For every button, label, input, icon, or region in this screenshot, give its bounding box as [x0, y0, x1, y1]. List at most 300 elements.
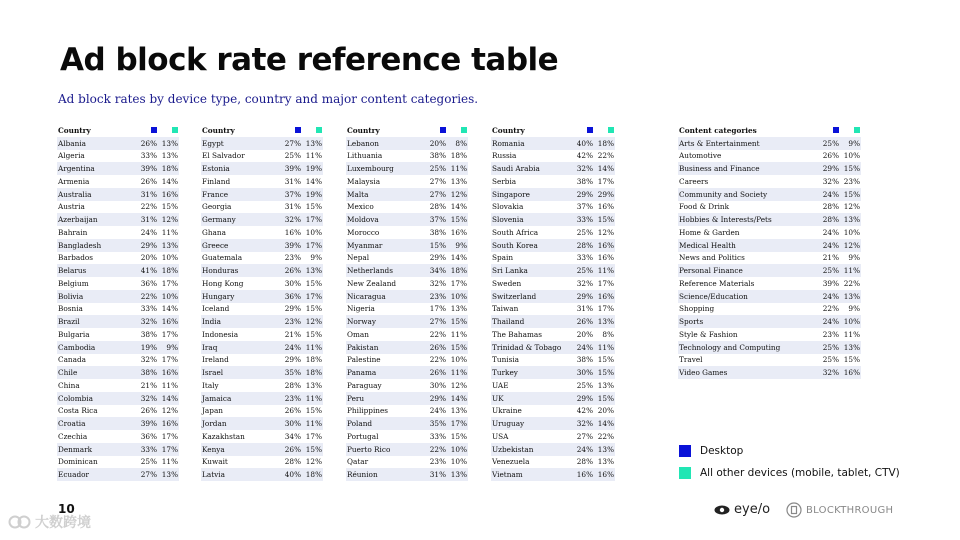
table-row [678, 188, 861, 201]
desktop-rate: 38% [576, 355, 593, 365]
other-device-rate: 12% [450, 380, 467, 390]
row-label: Réunion [347, 470, 378, 480]
table-row [57, 175, 179, 188]
row-label: Lithuania [347, 151, 383, 161]
table-row [491, 430, 615, 443]
desktop-rate: 35% [429, 419, 446, 429]
other-device-rate: 17% [161, 431, 178, 441]
other-device-rate: 17% [161, 355, 178, 365]
table-row [678, 366, 861, 379]
desktop-rate: 23% [284, 253, 301, 263]
table-row [346, 366, 468, 379]
table-row [201, 137, 323, 150]
row-label: Technology and Computing [679, 342, 781, 352]
row-label: Azerbaijan [58, 215, 98, 225]
other-device-rate: 17% [597, 278, 614, 288]
page-title: Ad block rate reference table [60, 42, 559, 78]
row-label: Puerto Rico [347, 444, 391, 454]
row-label: Turkey [492, 368, 518, 378]
table-row [491, 417, 615, 430]
desktop-rate: 35% [284, 368, 301, 378]
table-row [346, 201, 468, 214]
table-row [346, 303, 468, 316]
table-row [346, 315, 468, 328]
desktop-rate: 27% [576, 431, 593, 441]
row-label: Israel [202, 368, 224, 378]
table-row [201, 456, 323, 469]
eyeo-logo-text: eye/o [734, 502, 771, 517]
table-row [201, 405, 323, 418]
row-label: Greece [202, 240, 229, 250]
other-device-rate: 13% [597, 317, 614, 327]
row-label: Australia [58, 189, 92, 199]
other-device-rate: 11% [161, 227, 178, 237]
row-label: Malta [347, 189, 369, 199]
table-row [346, 392, 468, 405]
table-row [57, 366, 179, 379]
desktop-rate: 32% [576, 164, 593, 174]
desktop-rate: 31% [284, 202, 301, 212]
other-square-icon [461, 127, 467, 133]
row-label: Austria [58, 202, 85, 212]
row-label: Iceland [202, 304, 230, 314]
desktop-rate: 26% [140, 176, 157, 186]
other-device-rate: 14% [450, 393, 467, 403]
desktop-rate: 39% [284, 240, 301, 250]
other-device-rate: 16% [161, 419, 178, 429]
row-label: Armenia [58, 176, 90, 186]
other-device-rate: 11% [843, 266, 860, 276]
table-header-label: Content categories [679, 125, 757, 135]
country-table-3 [346, 124, 468, 481]
row-label: Bulgaria [58, 329, 90, 339]
row-label: Malaysia [347, 176, 381, 186]
table-row [201, 468, 323, 481]
table-row [678, 213, 861, 226]
other-square-icon [172, 127, 178, 133]
row-label: Costa Rica [58, 406, 98, 416]
row-label: Oman [347, 329, 369, 339]
row-label: South Korea [492, 240, 538, 250]
desktop-rate: 33% [429, 431, 446, 441]
desktop-rate: 23% [822, 329, 839, 339]
desktop-rate: 38% [140, 368, 157, 378]
other-device-rate: 15% [305, 304, 322, 314]
desktop-rate: 27% [429, 189, 446, 199]
other-device-rate: 17% [450, 278, 467, 288]
other-device-rate: 13% [161, 470, 178, 480]
desktop-rate: 20% [429, 138, 446, 148]
row-label: Hungary [202, 291, 235, 301]
desktop-rate: 22% [429, 355, 446, 365]
row-label: Uruguay [492, 419, 525, 429]
table-row [346, 341, 468, 354]
desktop-rate: 24% [284, 342, 301, 352]
row-label: Ukraine [492, 406, 522, 416]
table-row [678, 239, 861, 252]
table-row [678, 137, 861, 150]
table-header-label: Country [492, 125, 525, 135]
other-device-rate: 11% [305, 419, 322, 429]
row-label: Estonia [202, 164, 230, 174]
other-device-rate: 14% [597, 419, 614, 429]
other-device-rate: 14% [161, 176, 178, 186]
row-label: Hobbies & Interests/Pets [679, 215, 772, 225]
other-device-rate: 14% [450, 253, 467, 263]
desktop-swatch [679, 445, 691, 457]
other-device-rate: 9% [166, 342, 178, 352]
desktop-rate: 33% [140, 444, 157, 454]
row-label: Slovakia [492, 202, 524, 212]
other-device-rate: 12% [597, 227, 614, 237]
other-device-rate: 18% [305, 368, 322, 378]
other-device-rate: 19% [305, 164, 322, 174]
row-label: Jamaica [202, 393, 232, 403]
table-row [201, 162, 323, 175]
other-device-rate: 17% [305, 240, 322, 250]
table-row [346, 328, 468, 341]
watermark-icon [8, 514, 32, 530]
table-row [678, 175, 861, 188]
legend-other-label: All other devices (mobile, tablet, CTV) [700, 467, 900, 479]
table-row [57, 392, 179, 405]
table-row [346, 175, 468, 188]
other-device-rate: 18% [305, 355, 322, 365]
row-label: Careers [679, 176, 709, 186]
watermark-text: 大数跨境 [35, 515, 91, 531]
page-number: 10 [58, 502, 75, 516]
table-row [346, 162, 468, 175]
other-device-rate: 10% [450, 355, 467, 365]
desktop-rate: 28% [284, 457, 301, 467]
desktop-rate: 33% [140, 304, 157, 314]
row-label: Qatar [347, 457, 369, 467]
other-device-rate: 18% [450, 266, 467, 276]
row-label: New Zealand [347, 278, 397, 288]
desktop-rate: 33% [140, 151, 157, 161]
other-device-rate: 16% [597, 470, 614, 480]
row-label: Palestine [347, 355, 381, 365]
row-label: Serbia [492, 176, 517, 186]
desktop-rate: 16% [576, 470, 593, 480]
table-header [678, 124, 861, 137]
row-label: Latvia [202, 470, 225, 480]
other-device-rate: 14% [597, 164, 614, 174]
other-column-header [301, 126, 323, 135]
other-device-rate: 14% [161, 304, 178, 314]
desktop-rate: 28% [822, 202, 839, 212]
row-label: El Salvador [202, 151, 245, 161]
other-device-rate: 10% [843, 227, 860, 237]
desktop-rate: 25% [284, 151, 301, 161]
other-device-rate: 13% [161, 151, 178, 161]
row-label: Medical Health [679, 240, 736, 250]
table-header-label: Country [58, 125, 91, 135]
desktop-rate: 28% [284, 380, 301, 390]
table-row [491, 137, 615, 150]
other-device-rate: 13% [305, 138, 322, 148]
other-device-rate: 15% [843, 164, 860, 174]
other-device-rate: 8% [602, 329, 614, 339]
other-device-rate: 17% [450, 419, 467, 429]
row-label: Denmark [58, 444, 93, 454]
table-row [491, 213, 615, 226]
other-device-rate: 9% [848, 138, 860, 148]
other-device-rate: 13% [305, 380, 322, 390]
other-device-rate: 12% [843, 202, 860, 212]
desktop-rate: 34% [284, 431, 301, 441]
row-label: Spain [492, 253, 514, 263]
other-device-rate: 17% [305, 431, 322, 441]
table-row [57, 341, 179, 354]
table-row [57, 239, 179, 252]
table-row [57, 443, 179, 456]
other-device-rate: 15% [843, 355, 860, 365]
other-device-rate: 10% [161, 291, 178, 301]
other-device-rate: 11% [450, 329, 467, 339]
other-device-rate: 15% [450, 317, 467, 327]
table-row [201, 443, 323, 456]
other-device-rate: 11% [597, 342, 614, 352]
desktop-rate: 20% [576, 329, 593, 339]
desktop-rate: 39% [284, 164, 301, 174]
table-row [57, 162, 179, 175]
table-row [491, 188, 615, 201]
other-device-rate: 16% [161, 317, 178, 327]
table-row [346, 405, 468, 418]
other-device-rate: 15% [305, 329, 322, 339]
table-row [491, 226, 615, 239]
row-label: Honduras [202, 266, 239, 276]
other-device-rate: 16% [161, 368, 178, 378]
row-label: Nicaragua [347, 291, 386, 301]
other-device-rate: 17% [597, 304, 614, 314]
row-label: Philippines [347, 406, 389, 416]
desktop-rate: 31% [576, 304, 593, 314]
row-label: Video Games [679, 368, 728, 378]
other-device-rate: 15% [843, 189, 860, 199]
desktop-rate: 26% [284, 444, 301, 454]
desktop-rate: 25% [429, 164, 446, 174]
row-label: Uzbekistan [492, 444, 534, 454]
other-device-rate: 15% [450, 215, 467, 225]
row-label: UAE [492, 380, 509, 390]
other-device-rate: 16% [597, 253, 614, 263]
row-label: Belarus [58, 266, 87, 276]
desktop-rate: 32% [140, 355, 157, 365]
desktop-rate: 31% [140, 215, 157, 225]
other-device-rate: 12% [161, 215, 178, 225]
legend-other [679, 467, 900, 479]
desktop-column-header [571, 126, 593, 135]
row-label: Switzerland [492, 291, 537, 301]
table-row [57, 405, 179, 418]
row-label: USA [492, 431, 509, 441]
other-device-rate: 11% [597, 266, 614, 276]
desktop-rate: 23% [429, 291, 446, 301]
table-row [678, 201, 861, 214]
other-device-rate: 12% [161, 406, 178, 416]
desktop-rate: 24% [576, 444, 593, 454]
desktop-rate: 28% [576, 240, 593, 250]
table-row [201, 213, 323, 226]
other-device-rate: 14% [305, 176, 322, 186]
table-row [201, 264, 323, 277]
desktop-rate: 24% [429, 406, 446, 416]
legend-desktop-label: Desktop [700, 445, 744, 457]
other-device-rate: 9% [848, 253, 860, 263]
legend-desktop [679, 445, 743, 457]
row-label: Science/Education [679, 291, 748, 301]
row-label: Chile [58, 368, 78, 378]
table-row [201, 252, 323, 265]
desktop-rate: 30% [429, 380, 446, 390]
other-device-rate: 10% [450, 291, 467, 301]
page-subtitle: Ad block rates by device type, country and major content categories. [58, 92, 479, 106]
row-label: Algeria [58, 151, 85, 161]
row-label: Belgium [58, 278, 89, 288]
row-label: Automotive [679, 151, 722, 161]
other-device-rate: 13% [450, 304, 467, 314]
other-device-rate: 16% [597, 240, 614, 250]
desktop-rate: 26% [822, 151, 839, 161]
other-device-rate: 10% [843, 151, 860, 161]
desktop-rate: 24% [822, 240, 839, 250]
table-row [57, 188, 179, 201]
table-row [201, 392, 323, 405]
country-table-4 [491, 124, 615, 481]
table-row [57, 468, 179, 481]
desktop-rate: 24% [140, 227, 157, 237]
other-device-rate: 12% [843, 240, 860, 250]
desktop-rate: 26% [284, 406, 301, 416]
desktop-rate: 32% [576, 419, 593, 429]
table-row [491, 239, 615, 252]
row-label: Home & Garden [679, 227, 740, 237]
desktop-rate: 31% [429, 470, 446, 480]
table-row [678, 150, 861, 163]
table-header-label: Country [202, 125, 235, 135]
row-label: Norway [347, 317, 376, 327]
other-device-rate: 18% [161, 266, 178, 276]
table-row [201, 188, 323, 201]
other-device-rate: 23% [843, 176, 860, 186]
table-header [57, 124, 179, 137]
row-label: Argentina [58, 164, 95, 174]
table-row [678, 341, 861, 354]
other-device-rate: 13% [161, 240, 178, 250]
other-device-rate: 13% [450, 406, 467, 416]
desktop-rate: 24% [822, 317, 839, 327]
row-label: Russia [492, 151, 517, 161]
table-row [346, 213, 468, 226]
table-row [346, 226, 468, 239]
desktop-rate: 30% [576, 368, 593, 378]
other-device-rate: 9% [455, 240, 467, 250]
other-square-icon [316, 127, 322, 133]
row-label: China [58, 380, 80, 390]
other-device-rate: 15% [305, 444, 322, 454]
other-device-rate: 13% [305, 266, 322, 276]
other-device-rate: 16% [161, 189, 178, 199]
row-label: Bahrain [58, 227, 88, 237]
other-device-rate: 11% [305, 342, 322, 352]
table-row [57, 201, 179, 214]
desktop-rate: 26% [576, 317, 593, 327]
table-row [201, 303, 323, 316]
row-label: Luxembourg [347, 164, 394, 174]
table-row [201, 315, 323, 328]
desktop-rate: 36% [140, 278, 157, 288]
desktop-rate: 37% [576, 202, 593, 212]
row-label: Ghana [202, 227, 226, 237]
other-device-rate: 15% [305, 278, 322, 288]
row-label: Trinidad & Tobago [492, 342, 562, 352]
table-row [201, 290, 323, 303]
desktop-rate: 25% [822, 138, 839, 148]
other-device-rate: 29% [597, 189, 614, 199]
other-device-rate: 9% [310, 253, 322, 263]
table-row [491, 162, 615, 175]
table-row [491, 277, 615, 290]
desktop-rate: 19% [140, 342, 157, 352]
other-device-rate: 16% [843, 368, 860, 378]
other-device-rate: 11% [161, 457, 178, 467]
other-device-rate: 15% [161, 202, 178, 212]
desktop-rate: 22% [140, 291, 157, 301]
desktop-rate: 21% [140, 380, 157, 390]
country-table-2 [201, 124, 323, 481]
other-square-icon [608, 127, 614, 133]
desktop-rate: 29% [284, 355, 301, 365]
table-row [201, 379, 323, 392]
desktop-rate: 25% [576, 227, 593, 237]
desktop-rate: 29% [429, 393, 446, 403]
row-label: Albania [58, 138, 87, 148]
other-device-rate: 14% [161, 393, 178, 403]
blockthrough-logo-text: BLOCKTHROUGH [806, 504, 894, 516]
table-row [678, 315, 861, 328]
row-label: Guatemala [202, 253, 243, 263]
desktop-rate: 26% [284, 266, 301, 276]
desktop-rate: 42% [576, 151, 593, 161]
other-device-rate: 17% [161, 278, 178, 288]
row-label: UK [492, 393, 504, 403]
table-row [346, 264, 468, 277]
row-label: India [202, 317, 221, 327]
other-device-rate: 9% [848, 304, 860, 314]
desktop-rate: 39% [822, 278, 839, 288]
table-row [491, 264, 615, 277]
table-row [201, 354, 323, 367]
row-label: Reference Materials [679, 278, 755, 288]
table-row [57, 290, 179, 303]
desktop-rate: 25% [140, 457, 157, 467]
row-label: Food & Drink [679, 202, 730, 212]
table-row [57, 456, 179, 469]
desktop-rate: 26% [140, 138, 157, 148]
table-row [57, 277, 179, 290]
table-row [678, 162, 861, 175]
desktop-rate: 29% [140, 240, 157, 250]
row-label: Iraq [202, 342, 218, 352]
table-row [201, 417, 323, 430]
desktop-rate: 37% [284, 189, 301, 199]
table-row [57, 264, 179, 277]
table-row [57, 252, 179, 265]
other-device-rate: 13% [843, 215, 860, 225]
row-label: Kuwait [202, 457, 228, 467]
